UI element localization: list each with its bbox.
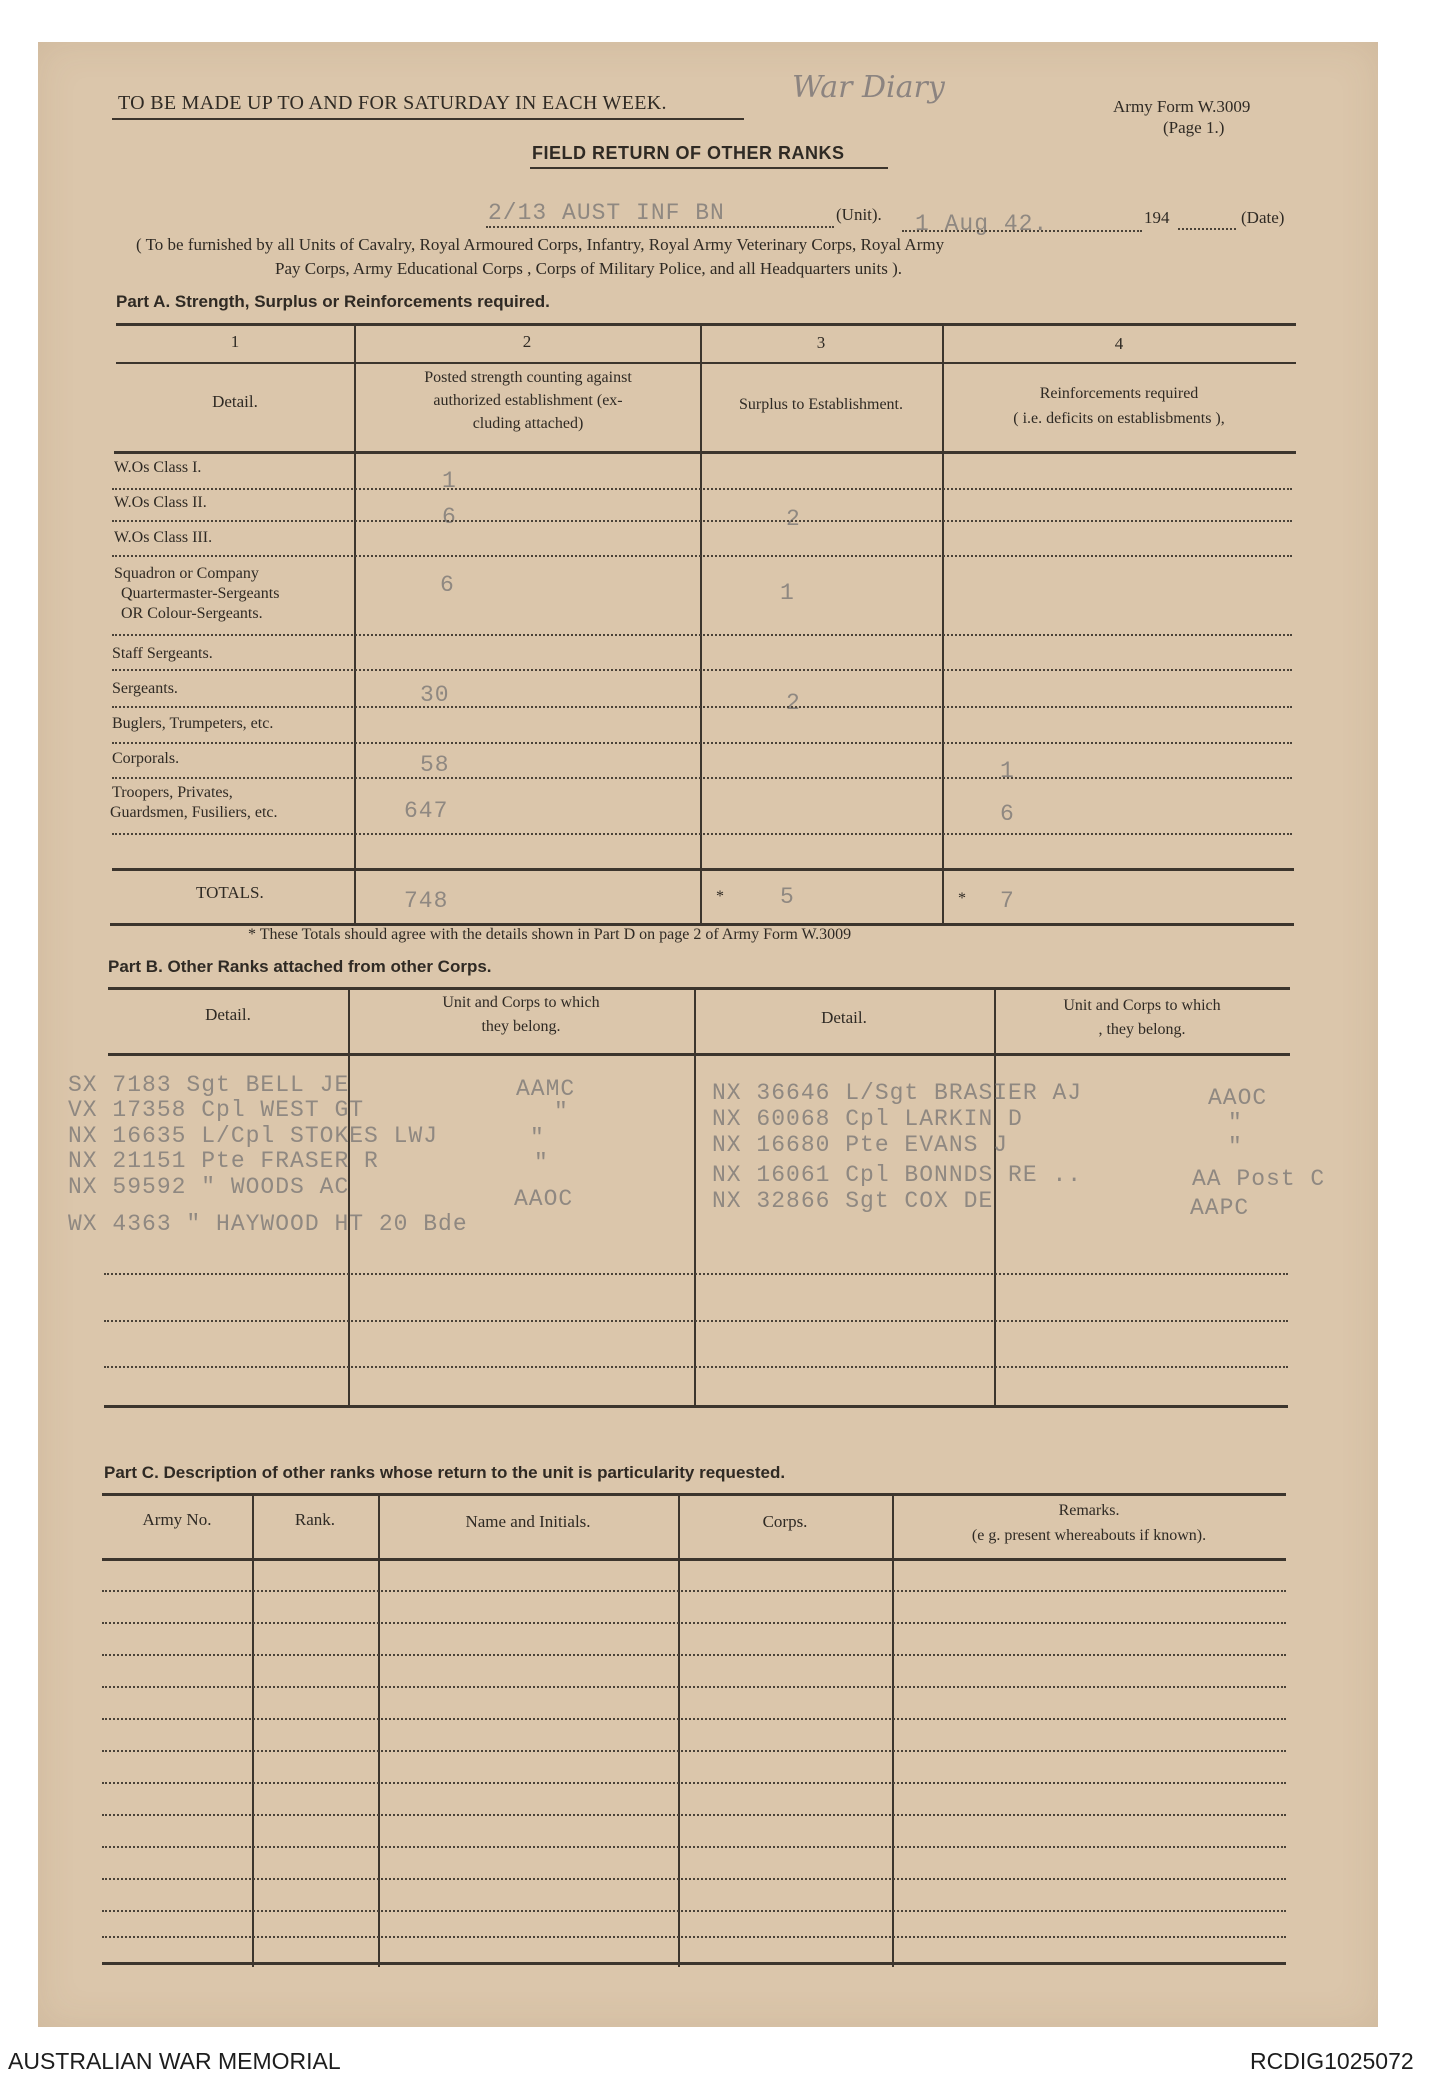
date-dotted-line <box>902 230 1142 232</box>
row-rule <box>112 488 1292 490</box>
part-c-row-rule <box>102 1686 1286 1688</box>
row-posted: 6 <box>442 504 457 530</box>
year-dotted-line <box>1178 228 1236 230</box>
row-posted: 647 <box>404 798 449 824</box>
surplus-header: Surplus to Establishment. <box>739 396 903 413</box>
attached-entry-left-unit: AAOC <box>514 1186 574 1212</box>
row-detail: W.Os Class III. <box>114 529 213 546</box>
row-detail: Corporals. <box>112 750 180 767</box>
weekly-instruction: TO BE MADE UP TO AND FOR SATURDAY IN EACH WEEK. <box>118 92 667 114</box>
row-rule <box>112 669 1292 671</box>
row-detail: Troopers, Privates, <box>112 784 233 801</box>
part-b-detail-header-right: Detail. <box>821 1008 867 1027</box>
col-number-1: 1 <box>230 332 240 351</box>
name-header: Name and Initials. <box>465 1512 591 1531</box>
part-c-row-rule <box>102 1814 1286 1816</box>
attached-entry-right: NX 32866 Sgt COX DE <box>712 1188 994 1214</box>
row-rule <box>112 833 1292 835</box>
attached-entry-left-unit: " <box>554 1099 569 1125</box>
part-c-row-rule <box>102 1718 1286 1720</box>
row-rule <box>112 555 1292 557</box>
attached-entry-right: NX 16680 Pte EVANS J <box>712 1132 1009 1158</box>
reinforcements-header-line-2: ( i.e. deficits on establisbments ), <box>1013 410 1225 427</box>
attached-entry-right: NX 60068 Cpl LARKIN D <box>712 1106 1023 1132</box>
reinforcements-header-line-1: Reinforcements required <box>1039 385 1199 402</box>
row-posted: 1 <box>442 468 457 494</box>
remarks-header-line-1: Remarks. <box>1058 1502 1120 1519</box>
row-posted: 30 <box>420 682 450 708</box>
attached-entry-right-unit: " <box>1228 1134 1243 1160</box>
part-b-heading: Part B. Other Ranks attached from other Corps. <box>108 957 492 976</box>
handwritten-war-diary: War Diary <box>792 70 945 105</box>
row-surplus: 2 <box>786 690 801 716</box>
form-name: Army Form W.3009 <box>1113 97 1251 116</box>
row-detail: W.Os Class II. <box>114 494 207 511</box>
part-c-bottom-rule <box>102 1962 1286 1965</box>
part-b-unit-header-line-1: Unit and Corps to which <box>442 994 600 1011</box>
archive-credit: AUSTRALIAN WAR MEMORIAL <box>8 2048 341 2074</box>
attached-entry-left: NX 59592 " WOODS AC <box>68 1174 350 1200</box>
attached-entry-left: WX 4363 " HAYWOOD HT 20 Bde <box>68 1211 468 1237</box>
part-c-heading: Part C. Description of other ranks whose return to the unit is particularity requested. <box>104 1463 786 1482</box>
attached-entry-left: VX 17358 Cpl WEST GT <box>68 1097 365 1123</box>
part-c-row-rule <box>102 1782 1286 1784</box>
attached-entry-left: NX 16635 L/Cpl STOKES LWJ <box>68 1123 439 1149</box>
totals-posted: 748 <box>404 888 449 914</box>
instruction-underline <box>112 118 744 120</box>
part-c-col-divider-2 <box>378 1493 380 1967</box>
attached-entry-right-unit: AAOC <box>1208 1085 1268 1111</box>
posted-header-line-1: Posted strength counting against <box>424 369 632 386</box>
part-a-header-rule <box>114 451 1296 454</box>
totals-surplus: 5 <box>780 884 795 910</box>
part-b-col-divider-2 <box>694 987 696 1407</box>
row-posted: 58 <box>420 752 450 778</box>
row-surplus: 2 <box>786 506 801 532</box>
row-rule <box>112 634 1292 636</box>
furnish-note-line-2: Pay Corps, Army Educational Corps , Corps of Military Police, and all Headquarters units ). <box>275 259 903 278</box>
archive-reference: RCDIG1025072 <box>1250 2048 1414 2074</box>
army-no-header: Army No. <box>142 1510 212 1529</box>
row-detail: Staff Sergeants. <box>112 645 213 662</box>
row-rule <box>112 742 1292 744</box>
unit-value: 2/13 AUST INF BN <box>488 200 725 226</box>
attached-entry-left-unit: AAMC <box>516 1076 576 1102</box>
part-a-top-rule <box>116 323 1296 326</box>
corps-header: Corps. <box>762 1512 808 1531</box>
row-rule <box>112 706 1292 708</box>
date-label: (Date) <box>1241 208 1285 227</box>
title-underline <box>530 167 888 169</box>
row-detail: Squadron or Company <box>114 565 259 582</box>
part-b-top-rule <box>108 987 1290 990</box>
totals-label: TOTALS. <box>196 883 264 902</box>
totals-reinforcements: 7 <box>1000 888 1015 914</box>
remarks-header-line-2: (e g. present whereabouts if known). <box>971 1527 1207 1544</box>
row-detail-line-2: Quartermaster-Sergeants <box>121 585 280 602</box>
row-detail: Buglers, Trumpeters, etc. <box>112 715 274 732</box>
totals-top-rule <box>112 868 1294 871</box>
part-b-row-rule <box>104 1366 1288 1368</box>
part-c-row-rule <box>102 1622 1286 1624</box>
attached-entry-right-unit: AAPC <box>1190 1195 1250 1221</box>
row-reinforcements: 1 <box>1000 758 1015 784</box>
attached-entry-left-unit: " <box>534 1150 549 1176</box>
totals-surplus-star: * <box>716 888 724 905</box>
year-prefix: 194 <box>1144 208 1170 227</box>
part-b-bottom-rule <box>104 1405 1288 1408</box>
part-b-col-divider-3 <box>994 987 996 1407</box>
attached-entry-left: NX 21151 Pte FRASER R <box>68 1148 379 1174</box>
posted-header-line-3: cluding attached) <box>472 415 584 432</box>
row-rule <box>112 520 1292 522</box>
attached-entry-right: NX 36646 L/Sgt BRASIER AJ <box>712 1080 1083 1106</box>
posted-header-line-2: authorized establishment (ex- <box>433 392 623 409</box>
part-c-header-rule <box>102 1558 1286 1561</box>
unit-label: (Unit). <box>836 205 882 224</box>
part-b-unit-header-right-line-1: Unit and Corps to which <box>1063 997 1221 1014</box>
part-b-detail-header: Detail. <box>205 1005 251 1024</box>
form-title: FIELD RETURN OF OTHER RANKS <box>532 143 845 163</box>
part-c-row-rule <box>102 1654 1286 1656</box>
row-reinforcements: 6 <box>1000 801 1015 827</box>
part-c-row-rule <box>102 1936 1286 1938</box>
attached-entry-right-unit: AA Post C <box>1192 1166 1326 1192</box>
part-b-unit-header-right-line-2: , they belong. <box>1098 1021 1186 1038</box>
part-c-row-rule <box>102 1878 1286 1880</box>
part-c-row-rule <box>102 1590 1286 1592</box>
row-detail: W.Os Class I. <box>114 459 202 476</box>
col-number-3: 3 <box>816 333 826 352</box>
part-c-col-divider-3 <box>678 1493 680 1967</box>
part-c-row-rule <box>102 1750 1286 1752</box>
row-rule <box>112 777 1292 779</box>
part-b-unit-header-line-2: they belong. <box>481 1018 561 1035</box>
page-label: (Page 1.) <box>1163 118 1225 137</box>
col-number-4: 4 <box>1114 334 1124 353</box>
totals-footnote: * These Totals should agree with the details shown in Part D on page 2 of Army Form W.3009 <box>248 926 852 943</box>
attached-entry-right-unit: " <box>1228 1110 1243 1136</box>
part-c-col-divider-4 <box>892 1493 894 1967</box>
furnish-note-line-1: ( To be furnished by all Units of Cavalry, Royal Armoured Corps, Infantry, Royal Army Veterinary Corps, Royal Army <box>136 235 945 254</box>
totals-reinforcements-star: * <box>958 890 966 907</box>
row-surplus: 1 <box>780 580 795 606</box>
part-a-detail-header: Detail. <box>212 392 258 411</box>
part-a-number-rule <box>116 362 1296 364</box>
row-detail-line-3: OR Colour-Sergeants. <box>121 605 263 622</box>
part-b-row-rule <box>104 1320 1288 1322</box>
attached-entry-left-unit: " <box>530 1125 545 1151</box>
rank-header: Rank. <box>294 1510 336 1529</box>
part-c-top-rule <box>102 1493 1286 1496</box>
part-c-row-rule <box>102 1846 1286 1848</box>
row-posted: 6 <box>440 572 455 598</box>
part-b-row-rule <box>104 1273 1288 1275</box>
unit-dotted-line <box>486 226 834 228</box>
part-c-col-divider-1 <box>252 1493 254 1967</box>
row-detail-line-2: Guardsmen, Fusiliers, etc. <box>110 804 278 821</box>
part-c-row-rule <box>102 1910 1286 1912</box>
row-detail: Sergeants. <box>112 680 178 697</box>
col-number-2: 2 <box>522 332 532 351</box>
attached-entry-right: NX 16061 Cpl BONNDS RE .. <box>712 1162 1083 1188</box>
date-value: 1 Aug 42. <box>915 211 1049 237</box>
part-b-header-rule <box>108 1053 1290 1056</box>
part-a-heading: Part A. Strength, Surplus or Reinforcements required. <box>116 292 550 311</box>
attached-entry-left: SX 7183 Sgt BELL JE <box>68 1072 350 1098</box>
